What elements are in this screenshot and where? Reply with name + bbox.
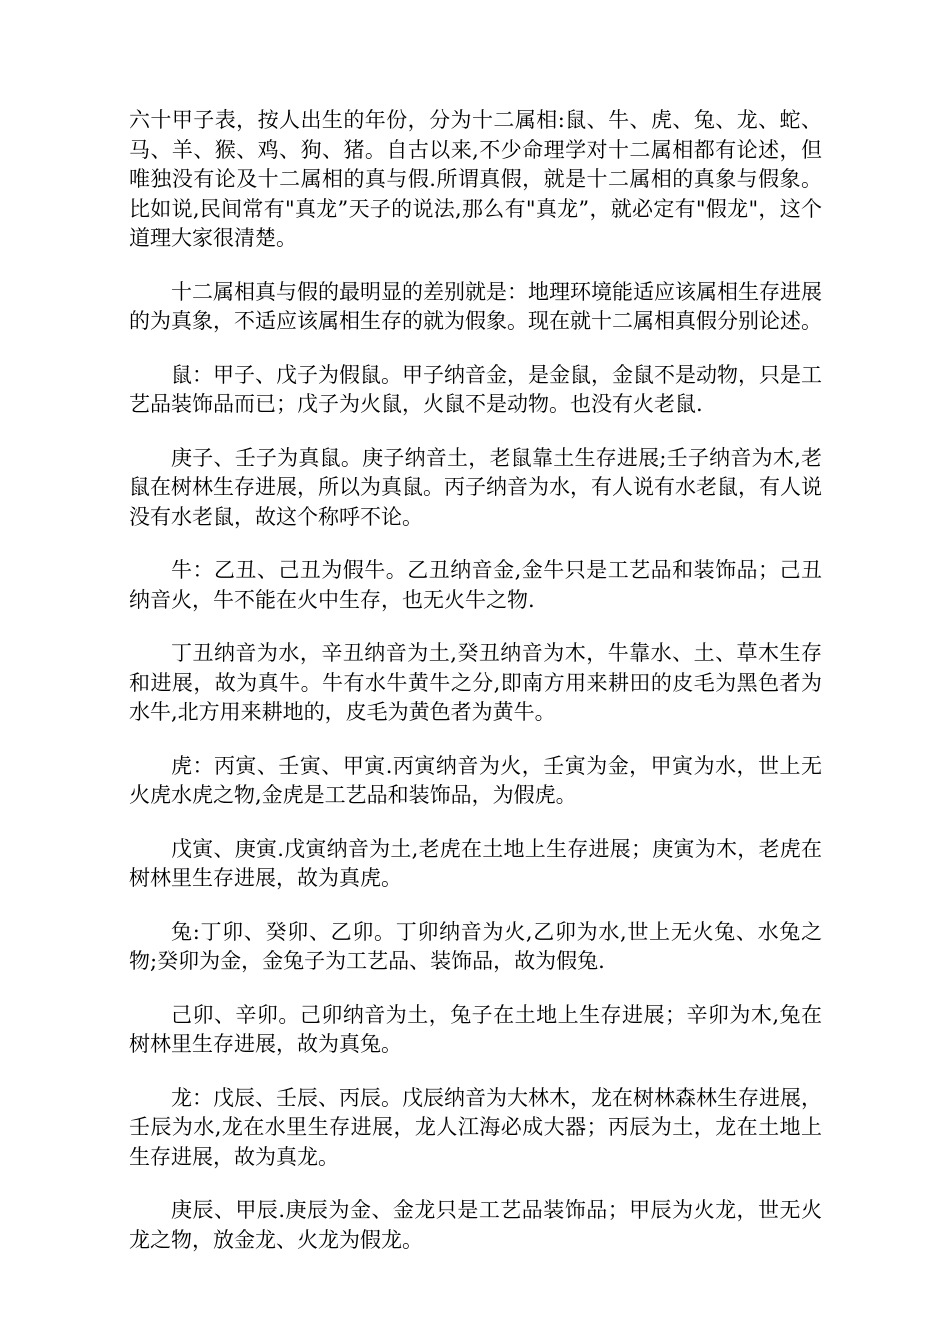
paragraph-rat-true: 庚子、壬子为真鼠。庚子纳音土，老鼠靠土生存进展;壬子纳音为木,老鼠在树林生存进展，所以为真鼠。丙子纳音为水，有人说有水老鼠，有人说没有水老鼠，故这个称呼不论。: [129, 445, 822, 529]
paragraph-tiger-false: 虎：丙寅、壬寅、甲寅.丙寅纳音为火，壬寅为金，甲寅为水，世上无火虎水虎之物,金虎是工艺品和装饰品，为假虎。: [129, 753, 822, 807]
paragraph-intro: 六十甲子表，按人出生的年份，分为十二属相:鼠、牛、虎、兔、龙、蛇、马、羊、猴、鸡、狗、猪。自古以来,不少命理学对十二属相都有论述，但唯独没有论及十二属相的真与假.所谓真假，就是十二属相的真象与假象。比如说,民间常有"真龙”天子的说法,那么有"真龙”，就必定有"假龙"，这个道理大家很清楚。: [129, 108, 822, 250]
paragraph-rabbit-true: 己卯、辛卯。己卯纳音为土，兔子在土地上生存进展；辛卯为木,兔在树林里生存进展，故为真兔。: [129, 1002, 822, 1056]
paragraph-rabbit-false: 兔:丁卯、癸卯、乙卯。丁卯纳音为火,乙卯为水,世上无火兔、水兔之物;癸卯为金，金兔子为工艺品、装饰品，故为假兔.: [129, 919, 822, 973]
document-body: [129, 106, 822, 1279]
paragraph-dragon-false: 庚辰、甲辰.庚辰为金、金龙只是工艺品装饰品；甲辰为火龙，世无火龙之物，放金龙、火龙为假龙。: [129, 1198, 822, 1252]
paragraph-tiger-true: 戊寅、庚寅.戊寅纳音为土,老虎在土地上生存进展；庚寅为木，老虎在树林里生存进展，故为真虎。: [129, 836, 822, 890]
paragraph-difference: 十二属相真与假的最明显的差别就是：地理环境能适应该属相生存进展的为真象，不适应该属相生存的就为假象。现在就十二属相真假分别论述。: [129, 279, 822, 333]
paragraph-ox-true: 丁丑纳音为水，辛丑纳音为土,癸丑纳音为木，牛靠水、土、草木生存和进展，故为真牛。牛有水牛黄牛之分,即南方用来耕田的皮毛为黑色者为水牛,北方用来耕地的，皮毛为黄色者为黄牛。: [129, 641, 822, 724]
paragraph-ox-false: 牛：乙丑、己丑为假牛。乙丑纳音金,金牛只是工艺品和装饰品；己丑纳音火，牛不能在火中生存，也无火牛之物.: [129, 558, 822, 612]
paragraph-dragon-true: 龙：戊辰、壬辰、丙辰。戊辰纳音为大林木，龙在树林森林生存进展，壬辰为水,龙在水里生存进展，龙人江海必成大器；丙辰为土，龙在土地上生存进展，故为真龙。: [129, 1085, 822, 1169]
paragraph-rat-false: 鼠：甲子、戊子为假鼠。甲子纳音金，是金鼠，金鼠不是动物，只是工艺品装饰品而已；戊子为火鼠，火鼠不是动物。也没有火老鼠.: [129, 362, 822, 416]
